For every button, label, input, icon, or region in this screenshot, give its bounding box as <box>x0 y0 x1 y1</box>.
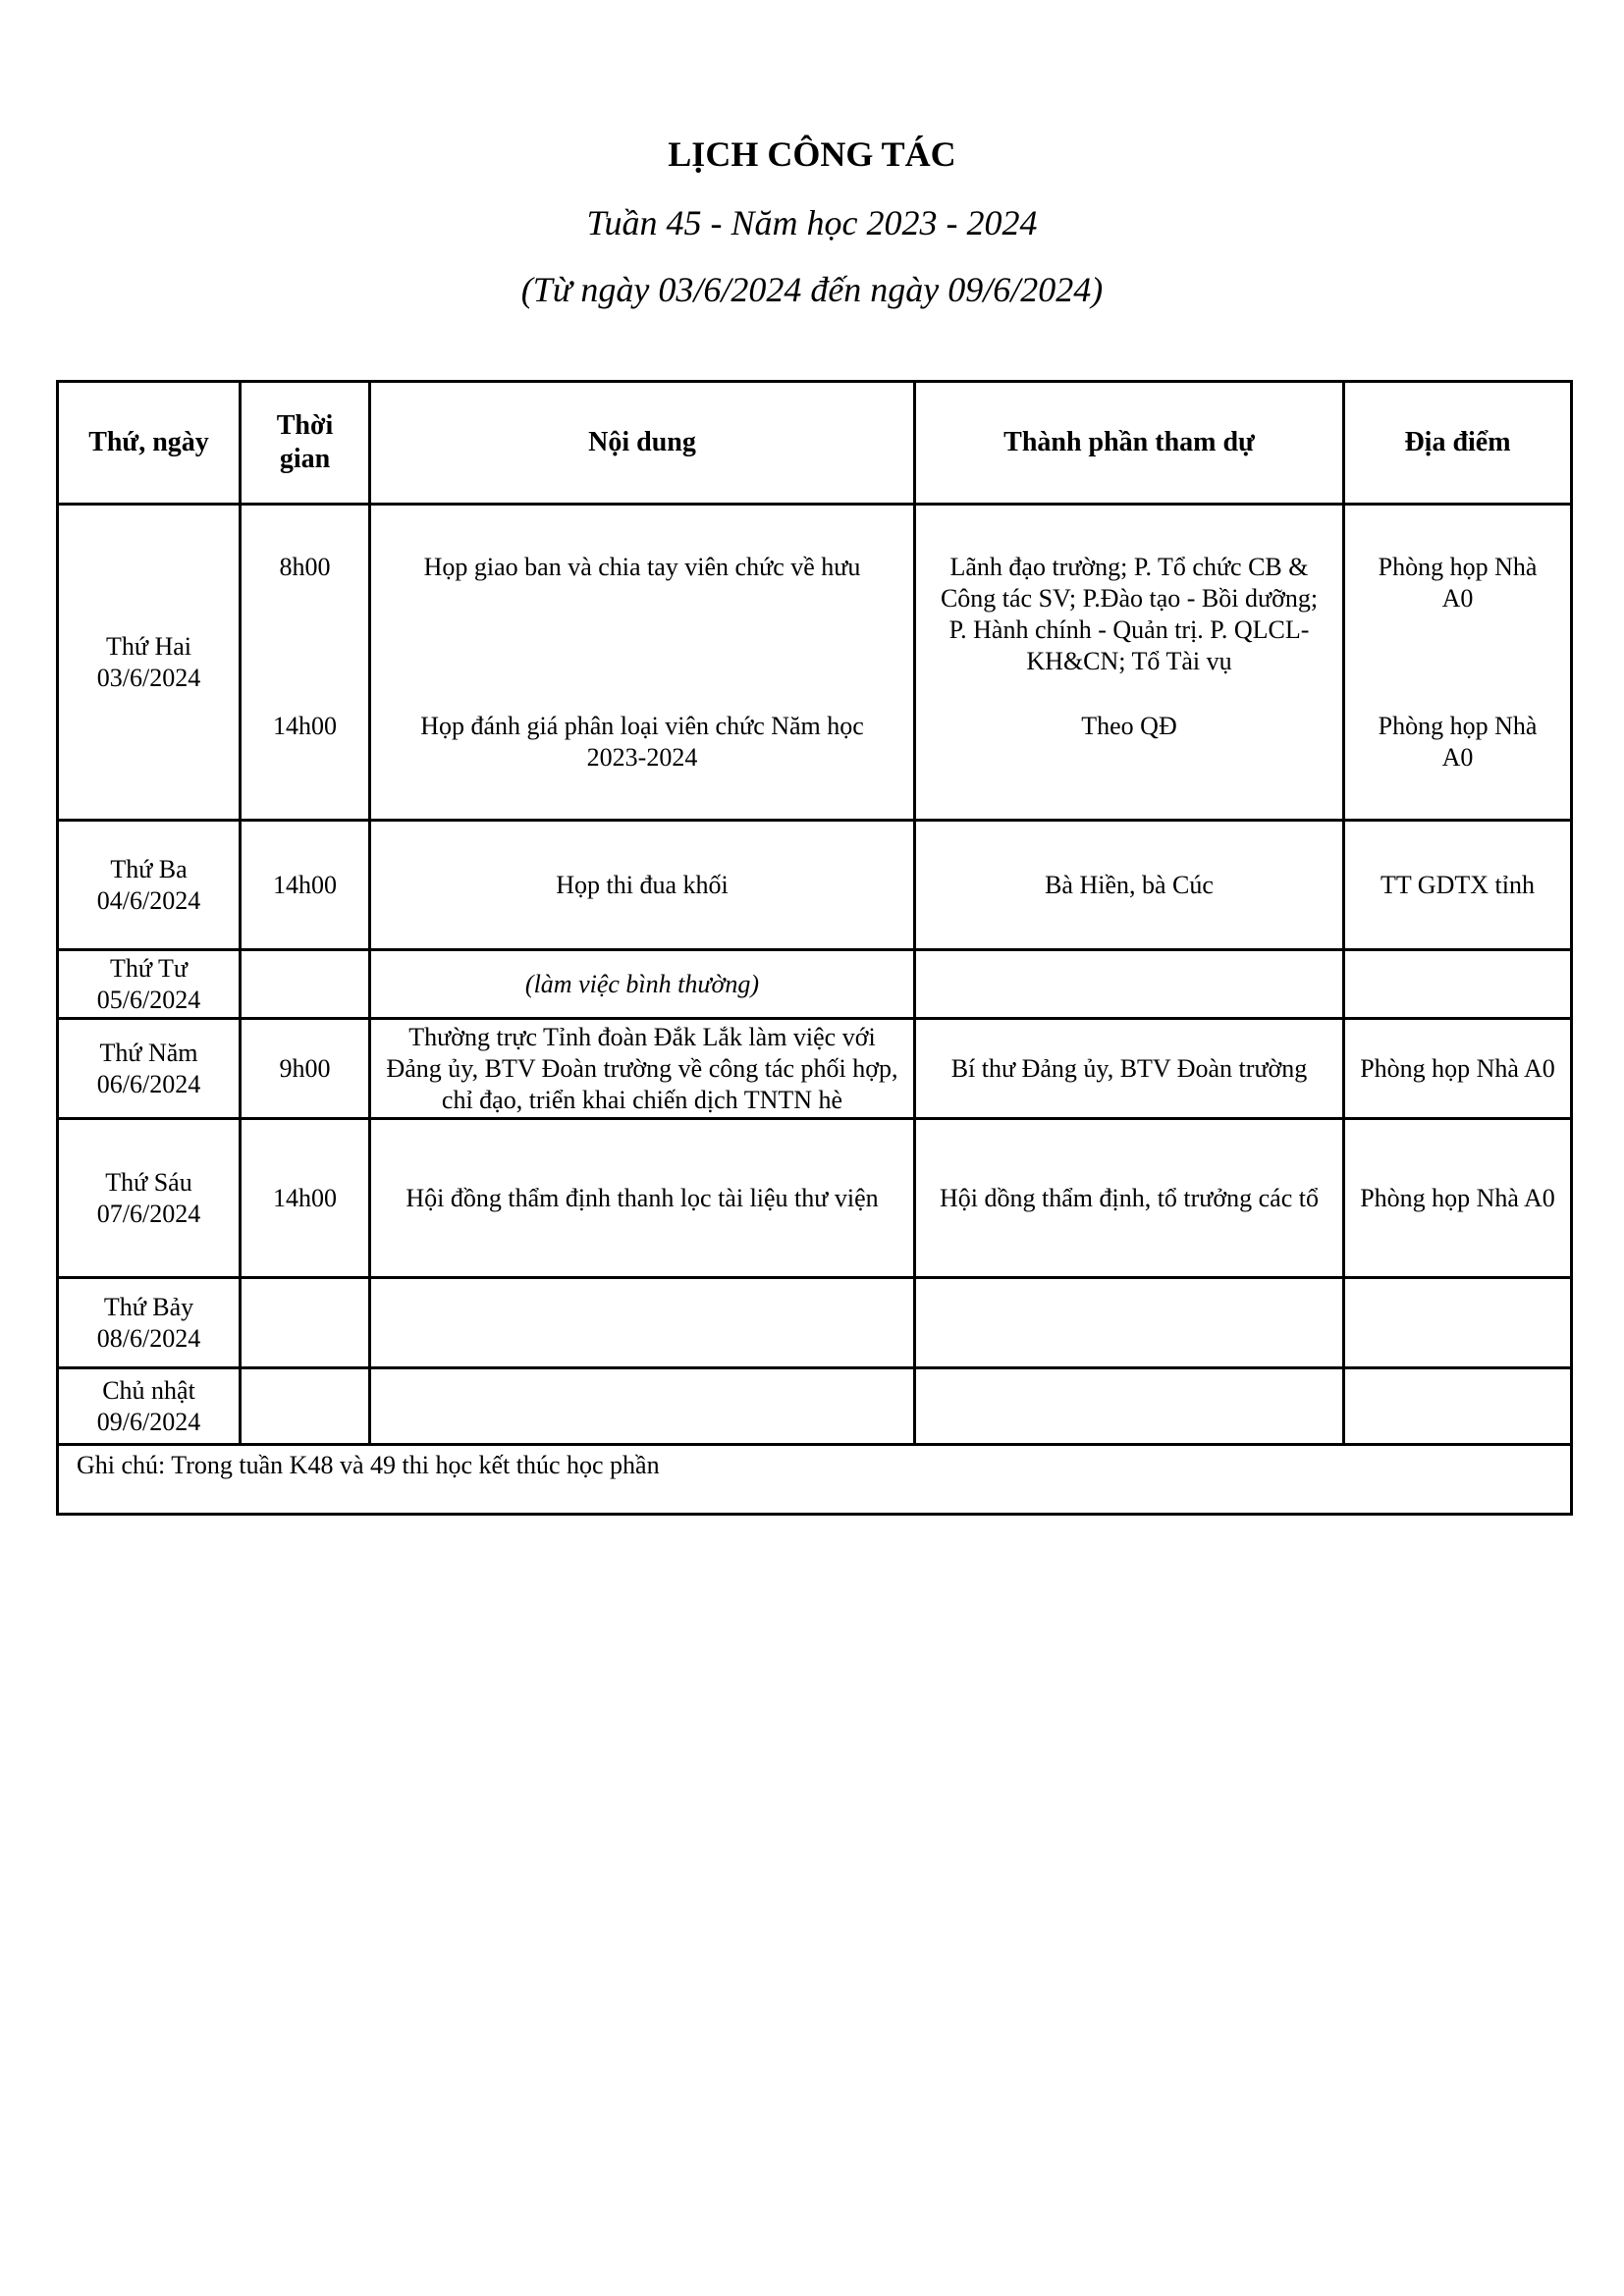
event-participants <box>915 1368 1344 1445</box>
header-time-label: Thời gian <box>276 410 334 474</box>
event-content: Thường trực Tỉnh đoàn Đắk Lắk làm việc với Đảng ủy, BTV Đoàn trường về công tác phối hợp, chỉ đạo, triển khai chiến dịch TNTN hè <box>370 1019 915 1119</box>
event-location: Phòng họp Nhà A0 <box>1344 1119 1572 1278</box>
date-range-subtitle: (Từ ngày 03/6/2024 đến ngày 09/6/2024) <box>520 270 1104 309</box>
event-time <box>241 1278 370 1368</box>
day-cell <box>58 1278 241 1368</box>
day-cell <box>58 1019 241 1119</box>
event-content: (làm việc bình thường) <box>370 950 915 1019</box>
time-cell <box>241 505 370 821</box>
table-row-wednesday <box>58 950 1572 1019</box>
day-date: 07/6/2024 <box>96 1199 201 1228</box>
day-cell <box>58 505 241 821</box>
day-name: Thứ Tư <box>110 953 188 983</box>
event-time: 14h00 <box>273 711 337 740</box>
day-name: Thứ Ba <box>110 854 188 883</box>
day-name: Thứ Năm <box>99 1038 198 1067</box>
day-name: Thứ Sáu <box>105 1167 192 1197</box>
table-row-sunday <box>58 1368 1572 1445</box>
header-content: Nội dung <box>370 382 915 505</box>
event-participants: Bí thư Đảng ủy, BTV Đoàn trường <box>915 1019 1344 1119</box>
event-location: Phòng họp Nhà A0 <box>1378 711 1538 772</box>
event-participants: Theo QĐ <box>1081 711 1177 740</box>
day-date: 04/6/2024 <box>96 885 201 915</box>
header-participants: Thành phần tham dự <box>915 382 1344 505</box>
day-cell <box>58 1119 241 1278</box>
header-location: Địa điểm <box>1344 382 1572 505</box>
header-day: Thứ, ngày <box>58 382 241 505</box>
participants-cell <box>915 505 1344 821</box>
event-time <box>241 1368 370 1445</box>
event-participants: Lãnh đạo trường; P. Tổ chức CB & Công tác SV; P.Đào tạo - Bồi dưỡng; P. Hành chính - Quản trị. P. QLCL-KH&CN; Tổ Tài vụ <box>940 552 1319 675</box>
event-participants: Bà Hiền, bà Cúc <box>915 821 1344 950</box>
table-row-friday <box>58 1119 1572 1278</box>
header-time <box>241 382 370 505</box>
event-content: Họp giao ban và chia tay viên chức về hưu <box>423 552 861 581</box>
day-cell <box>58 1368 241 1445</box>
note-row <box>58 1445 1572 1515</box>
event-content: Hội đồng thẩm định thanh lọc tài liệu thư viện <box>370 1119 915 1278</box>
event-location <box>1344 950 1572 1019</box>
event-location: Phòng họp Nhà A0 <box>1378 552 1538 613</box>
event-content: Họp thi đua khối <box>370 821 915 950</box>
event-time: 9h00 <box>241 1019 370 1119</box>
table-header-row <box>58 382 1572 505</box>
day-cell <box>58 950 241 1019</box>
event-participants <box>915 1278 1344 1368</box>
event-location: Phòng họp Nhà A0 <box>1344 1019 1572 1119</box>
day-name: Thứ Bảy <box>103 1292 194 1321</box>
schedule-table <box>56 380 1573 1516</box>
day-date: 08/6/2024 <box>96 1323 201 1353</box>
table-row-saturday <box>58 1278 1572 1368</box>
page-title: LỊCH CÔNG TÁC <box>668 134 956 174</box>
event-time: 14h00 <box>241 1119 370 1278</box>
day-date: 05/6/2024 <box>96 985 201 1014</box>
event-content <box>370 1368 915 1445</box>
day-date: 03/6/2024 <box>96 663 201 692</box>
table-row-monday <box>58 505 1572 821</box>
day-date: 06/6/2024 <box>96 1069 201 1098</box>
event-participants <box>915 950 1344 1019</box>
event-content <box>370 1278 915 1368</box>
event-participants: Hội dồng thẩm định, tổ trưởng các tổ <box>915 1119 1344 1278</box>
note-text: Ghi chú: Trong tuần K48 và 49 thi học kết thúc học phần <box>58 1445 1572 1515</box>
day-cell <box>58 821 241 950</box>
day-date: 09/6/2024 <box>96 1407 201 1436</box>
day-name: Thứ Hai <box>105 631 191 661</box>
week-subtitle: Tuần 45 - Năm học 2023 - 2024 <box>586 203 1038 242</box>
table-row-thursday <box>58 1019 1572 1119</box>
event-time: 8h00 <box>279 552 331 581</box>
location-cell <box>1344 505 1572 821</box>
day-name: Chủ nhật <box>102 1375 195 1405</box>
event-time: 14h00 <box>241 821 370 950</box>
event-location <box>1344 1368 1572 1445</box>
content-cell <box>370 505 915 821</box>
event-time <box>241 950 370 1019</box>
event-location <box>1344 1278 1572 1368</box>
event-location: TT GDTX tỉnh <box>1344 821 1572 950</box>
event-content: Họp đánh giá phân loại viên chức Năm học 2023-2024 <box>420 711 864 772</box>
table-row-tuesday <box>58 821 1572 950</box>
